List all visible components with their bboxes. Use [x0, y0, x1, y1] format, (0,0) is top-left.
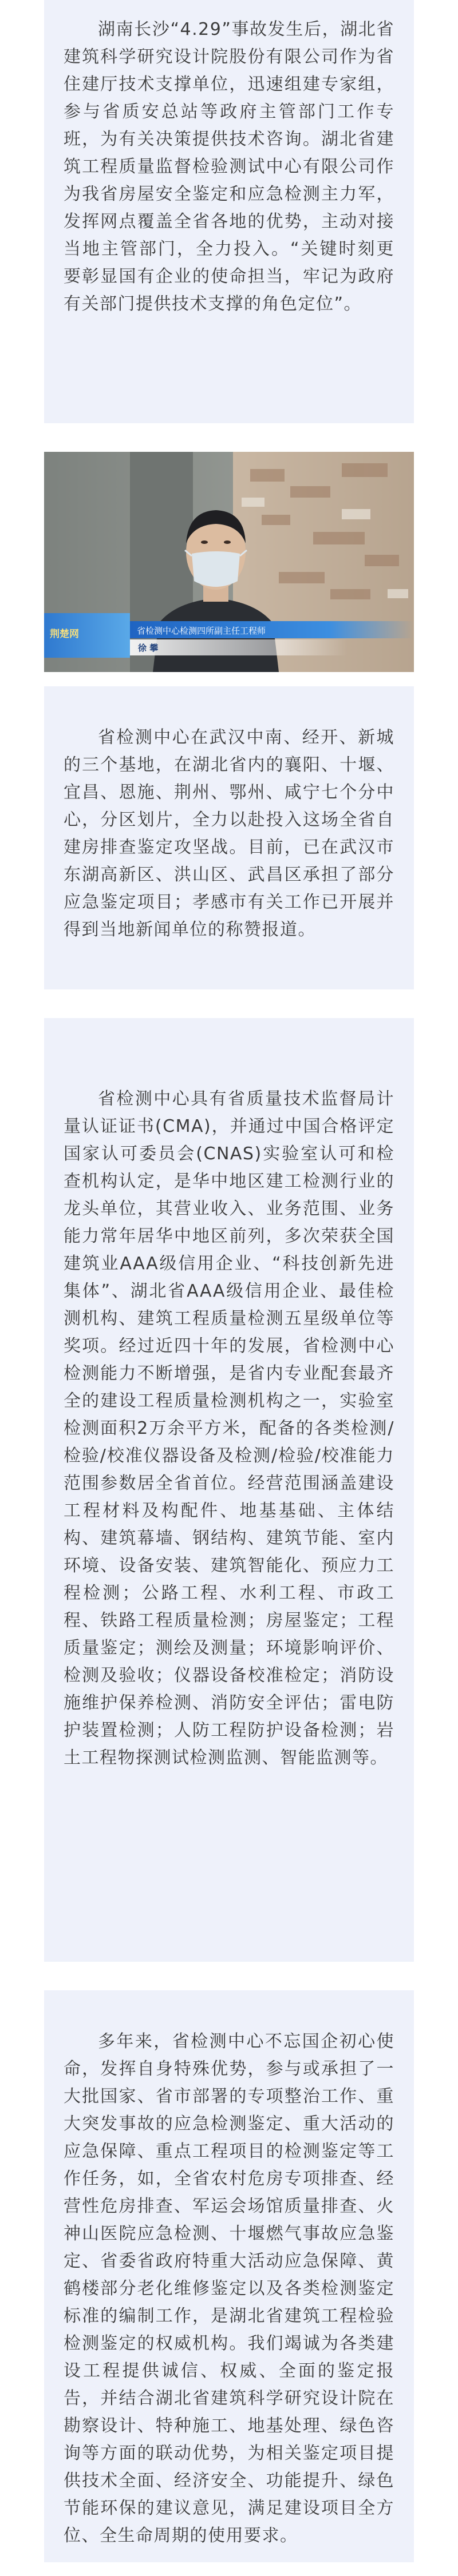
paragraph-card-2: [44, 686, 414, 989]
paragraph-4: 多年来，省检测中心不忘国企初心使命，发挥自身特殊优势，参与或承担了一大批国家、省市部署的专项整治工作、重大突发事故的应急检测鉴定、重大活动的应急保障、重点工程项目的检测鉴定等工作任务，如，全省农村危房专项排查、经营性危房排查、军运会场馆质量排查、火神山医院应急检测、十堰燃气事故应急鉴定、省委省政府特重大活动应急保障、黄鹤楼部分老化维修鉴定以及各类检测鉴定标准的编制工作，是湖北省建筑工程检验检测鉴定的权威机构。我们竭诚为各类建设工程提供诚信、权威、全面的鉴定报告，并结合湖北省建筑科学研究设计院在勘察设计、特种施工、地基处理、绿色咨询等方面的联动优势，为相关鉴定项目提供技术全面、经济安全、功能提升、绿色节能环保的建议意见，满足建设项目全方位、全生命周期的使用要求。: [64, 2032, 394, 2546]
paragraph-2: 省检测中心在武汉中南、经开、新城的三个基地，在湖北省内的襄阳、十堰、宜昌、恩施、荆州、鄂州、咸宁七个分中心，分区划片，全力以赴投入这场全省自建房排查鉴定攻坚战。目前，已在武汉市东湖高新区、洪山区、武昌区承担了部分应急鉴定项目；孝感市有关工作已开展并得到当地新闻单位的称赞报道。: [64, 728, 394, 940]
paragraph-1: 湖南长沙“4.29”事故发生后，湖北省建筑科学研究设计院股份有限公司作为省住建厅技术支撑单位，迅速组建专家组，参与省质安总站等政府主管部门工作专班，为有关决策提供技术咨询。湖北省建筑工程质量监督检验测试中心有限公司作为我省房屋安全鉴定和应急检测主力军，发挥网点覆盖全省各地的优势，主动对接当地主管部门，全力投入。“关键时刻更要彰显国有企业的使命担当，牢记为政府有关部门提供技术支撑的角色定位”。: [64, 19, 394, 314]
paragraph-card-3: [44, 1018, 414, 1962]
caption-name-text: 徐 攀: [138, 643, 159, 653]
caption-name-strip: [130, 639, 348, 655]
paragraph-3: 省检测中心具有省质量技术监督局计量认证证书(CMA)，并通过中国合格评定国家认可委员会(CNAS)实验室认可和检查机构认定，是华中地区建工检测行业的龙头单位，其营业收入、业务范围、业务能力常年居华中地区前列，多次荣获全国建筑业AAA级信用企业、“科技创新先进集体”、湖北省AAA级信用企业、最佳检测机构、建筑工程质量检测五星级单位等奖项。经过近四十年的发展，省检测中心检测能力不断增强，是省内专业配套最齐全的建设工程质量检测机构之一，实验室检测面积2万余平方米，配备的各类检测/检验/校准仪器设备及检测/检验/校准能力范围参数居全省首位。经营范围涵盖建设工程材料及构配件、地基基础、主体结构、建筑幕墙、钢结构、建筑节能、室内环境、设备安装、建筑智能化、预应力工程检测；公路工程、水利工程、市政工程、铁路工程质量检测；房屋鉴定；工程质量鉴定；测绘及测量；环境影响评价、检测及验收；仪器设备校准检定；消防设施维护保养检测、消防安全评估；雷电防护装置检测；人防工程防护设备检测；岩土工程物探测试检测监测、智能监测等。: [64, 1089, 394, 1768]
caption-role-strip: [130, 621, 414, 638]
paragraph-card-4: [44, 1990, 414, 2562]
caption-role-text: 省检测中心检测四所副主任工程师: [137, 626, 266, 636]
news-logo-label: 荆楚网: [50, 629, 79, 640]
news-logo: [44, 613, 130, 658]
photo-caption-bar: [44, 613, 414, 658]
paragraph-card-1: [44, 0, 414, 423]
interview-photo: [44, 452, 414, 672]
